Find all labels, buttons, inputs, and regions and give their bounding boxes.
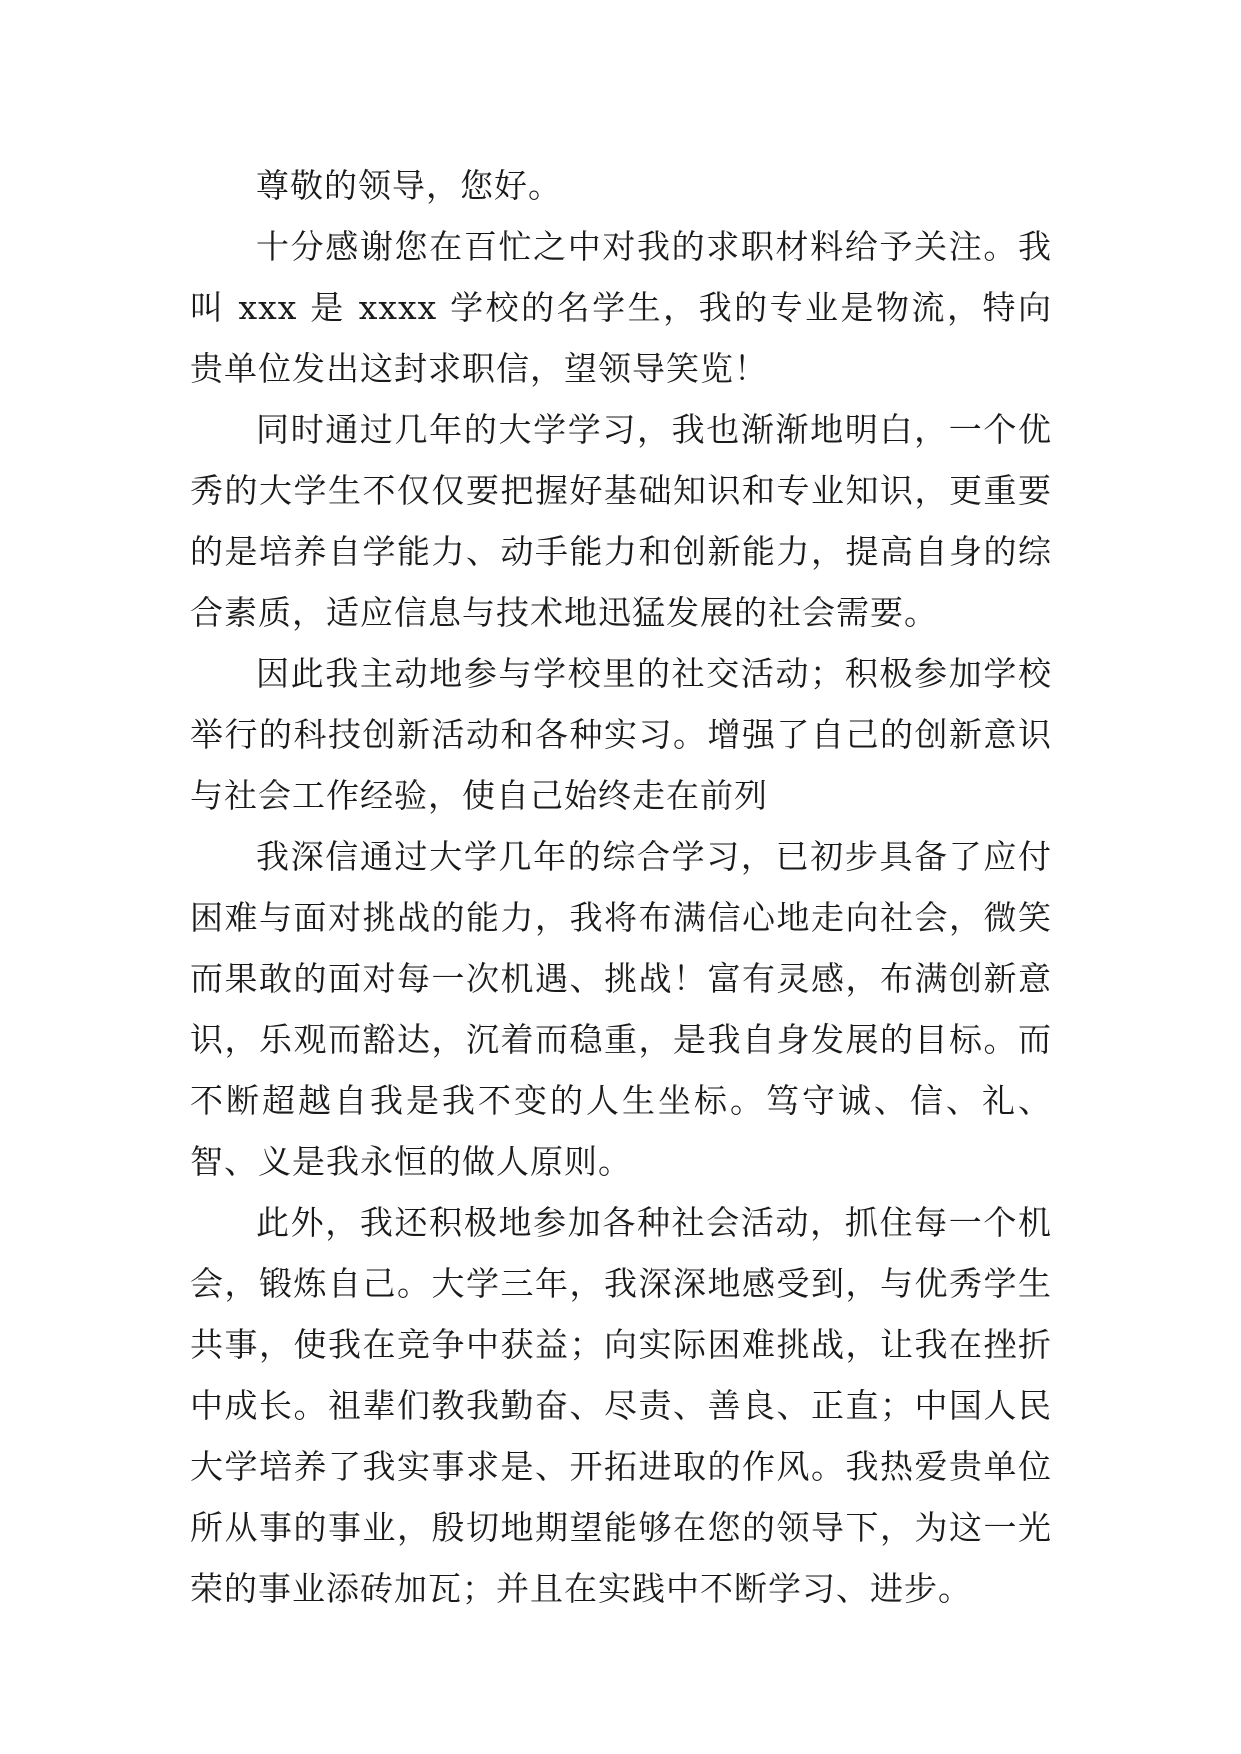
greeting-paragraph: 尊敬的领导，您好。 xyxy=(256,166,562,205)
intro-paragraph: 十分感谢您在百忙之中对我的求职材料给予关注。我叫 xxx 是 xxxx 学校的名学生，我的专业是物流，特向贵单位发出这封求职信，望领导笑览！ xyxy=(190,227,1052,388)
confidence-paragraph: 我深信通过大学几年的综合学习，已初步具备了应付困难与面对挑战的能力，我将布满信心地走向社会，微笑而果敢的面对每一次机遇、挑战！富有灵感，布满创新意识，乐观而豁达，沉着而稳重，是我自身发展的目标。而不断超越自我是我不变的人生坐标。笃守诚、信、礼、智、义是我永恒的做人原则。 xyxy=(190,837,1052,1181)
letter-body xyxy=(190,155,1052,1619)
activities-paragraph: 因此我主动地参与学校里的社交活动；积极参加学校举行的科技创新活动和各种实习。增强了自己的创新意识与社会工作经验，使自己始终走在前列 xyxy=(190,654,1052,815)
study-paragraph: 同时通过几年的大学学习，我也渐渐地明白，一个优秀的大学生不仅仅要把握好基础知识和专业知识，更重要的是培养自学能力、动手能力和创新能力，提高自身的综合素质，适应信息与技术地迅猛发展的社会需要。 xyxy=(190,410,1052,632)
closing-paragraph: 此外，我还积极地参加各种社会活动，抓住每一个机会，锻炼自己。大学三年，我深深地感受到，与优秀学生共事，使我在竞争中获益；向实际困难挑战，让我在挫折中成长。祖辈们教我勤奋、尽责、善良、正直；中国人民大学培养了我实事求是、开拓进取的作风。我热爱贵单位所从事的事业，殷切地期望能够在您的领导下，为这一光荣的事业添砖加瓦；并且在实践中不断学习、进步。 xyxy=(190,1203,1052,1608)
